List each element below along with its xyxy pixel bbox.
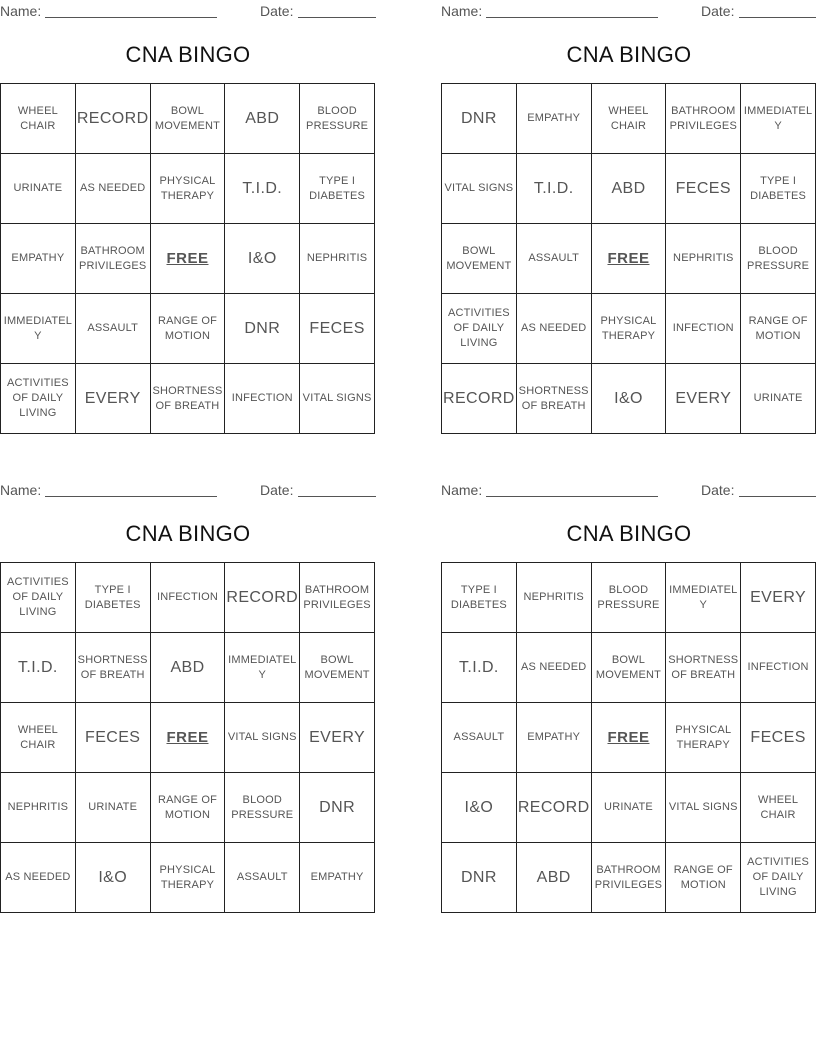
bingo-cell: EMPATHY [300,843,375,913]
date-field-line [739,17,816,18]
bingo-cell: BATHROOM PRIVILEGES [666,84,741,154]
bingo-cell: INFECTION [151,563,226,633]
bingo-cell: T.I.D. [517,154,592,224]
bingo-cell: AS NEEDED [76,154,151,224]
bingo-cell: PHYSICAL THERAPY [151,154,226,224]
date-label: Date: [701,3,735,19]
bingo-grid [441,562,816,913]
bingo-cell: INFECTION [741,633,816,703]
date-field-line [298,17,376,18]
bingo-cell: BLOOD PRESSURE [225,773,300,843]
bingo-cell: I&O [76,843,151,913]
bingo-cell: VITAL SIGNS [442,154,517,224]
bingo-cell: VITAL SIGNS [300,364,375,434]
card-title: CNA BINGO [566,42,692,67]
bingo-card-1 [0,0,376,436]
bingo-cell: DNR [442,843,517,913]
bingo-cell: ASSAULT [517,224,592,294]
bingo-cell: TYPE I DIABETES [76,563,151,633]
bingo-cell: DNR [225,294,300,364]
name-field-line [486,17,658,18]
bingo-cell: WHEEL CHAIR [741,773,816,843]
free-space: FREE [592,703,667,773]
bingo-cell: EVERY [666,364,741,434]
bingo-cell: BOWL MOVEMENT [300,633,375,703]
name-field-line [45,496,217,497]
bingo-grid [0,562,375,913]
bingo-cell: PHYSICAL THERAPY [151,843,226,913]
bingo-cell: FECES [741,703,816,773]
free-space: FREE [151,224,226,294]
card-header [441,482,816,498]
date-label: Date: [701,482,735,498]
bingo-cell: BLOOD PRESSURE [592,563,667,633]
name-field-line [486,496,658,497]
bingo-cell: ABD [225,84,300,154]
bingo-cell: PHYSICAL THERAPY [592,294,667,364]
bingo-cell: VITAL SIGNS [225,703,300,773]
card-title: CNA BINGO [125,521,251,546]
date-field-line [739,496,816,497]
bingo-cell: I&O [225,224,300,294]
bingo-cell: EMPATHY [517,703,592,773]
bingo-cell: BLOOD PRESSURE [741,224,816,294]
bingo-cell: BOWL MOVEMENT [592,633,667,703]
bingo-cell: NEPHRITIS [666,224,741,294]
bingo-cell: INFECTION [666,294,741,364]
card-title: CNA BINGO [125,42,251,67]
bingo-cell: T.I.D. [1,633,76,703]
bingo-cell: BLOOD PRESSURE [300,84,375,154]
bingo-cell: DNR [300,773,375,843]
bingo-cell: IMMEDIATELY [666,563,741,633]
bingo-cell: RANGE OF MOTION [741,294,816,364]
date-field-line [298,496,376,497]
bingo-cell: BATHROOM PRIVILEGES [592,843,667,913]
bingo-cell: DNR [442,84,517,154]
bingo-card-2 [441,0,816,436]
bingo-card-3 [0,479,376,915]
name-label: Name: [441,482,483,498]
bingo-cell: T.I.D. [442,633,517,703]
name-label: Name: [441,3,483,19]
bingo-cell: ACTIVITIES OF DAILY LIVING [1,563,76,633]
bingo-cell: BATHROOM PRIVILEGES [300,563,375,633]
bingo-cell: AS NEEDED [517,633,592,703]
bingo-cell: SHORTNESS OF BREATH [666,633,741,703]
card-header [0,3,376,19]
name-label: Name: [0,482,42,498]
bingo-cell: ACTIVITIES OF DAILY LIVING [442,294,517,364]
bingo-cell: RANGE OF MOTION [151,294,226,364]
bingo-cell: WHEEL CHAIR [1,703,76,773]
bingo-cell: BOWL MOVEMENT [151,84,226,154]
bingo-cell: ACTIVITIES OF DAILY LIVING [741,843,816,913]
bingo-cell: ABD [517,843,592,913]
bingo-cell: ABD [151,633,226,703]
bingo-cell: URINATE [76,773,151,843]
bingo-cell: EVERY [300,703,375,773]
free-space: FREE [592,224,667,294]
bingo-cell: ACTIVITIES OF DAILY LIVING [1,364,76,434]
bingo-cell: SHORTNESS OF BREATH [151,364,226,434]
card-header [441,3,816,19]
bingo-cell: SHORTNESS OF BREATH [517,364,592,434]
bingo-cell: T.I.D. [225,154,300,224]
bingo-cell: INFECTION [225,364,300,434]
bingo-cell: BATHROOM PRIVILEGES [76,224,151,294]
date-label: Date: [260,3,294,19]
bingo-grid [0,83,375,434]
bingo-cell: ASSAULT [225,843,300,913]
bingo-cell: TYPE I DIABETES [741,154,816,224]
bingo-cell: RECORD [225,563,300,633]
bingo-cell: AS NEEDED [517,294,592,364]
bingo-cell: EVERY [741,563,816,633]
bingo-cell: IMMEDIATELY [741,84,816,154]
bingo-cell: EMPATHY [517,84,592,154]
bingo-cell: ASSAULT [76,294,151,364]
bingo-cell: IMMEDIATELY [225,633,300,703]
bingo-cell: RANGE OF MOTION [151,773,226,843]
name-field-line [45,17,217,18]
bingo-cell: NEPHRITIS [517,563,592,633]
bingo-cell: FECES [76,703,151,773]
bingo-cell: RECORD [76,84,151,154]
bingo-cell: TYPE I DIABETES [300,154,375,224]
bingo-cell: RECORD [517,773,592,843]
name-label: Name: [0,3,42,19]
bingo-cell: URINATE [1,154,76,224]
card-header [0,482,376,498]
bingo-cell: FECES [666,154,741,224]
bingo-cell: EVERY [76,364,151,434]
bingo-cell: TYPE I DIABETES [442,563,517,633]
bingo-cell: BOWL MOVEMENT [442,224,517,294]
bingo-cell: SHORTNESS OF BREATH [76,633,151,703]
bingo-cell: EMPATHY [1,224,76,294]
bingo-cell: WHEEL CHAIR [1,84,76,154]
bingo-cell: ABD [592,154,667,224]
bingo-cell: URINATE [592,773,667,843]
bingo-cell: I&O [442,773,517,843]
bingo-cell: RANGE OF MOTION [666,843,741,913]
free-space: FREE [151,703,226,773]
bingo-cell: FECES [300,294,375,364]
bingo-cell: VITAL SIGNS [666,773,741,843]
bingo-grid [441,83,816,434]
card-title: CNA BINGO [566,521,692,546]
date-label: Date: [260,482,294,498]
bingo-cell: NEPHRITIS [1,773,76,843]
bingo-cell: I&O [592,364,667,434]
bingo-cell: AS NEEDED [1,843,76,913]
bingo-cell: WHEEL CHAIR [592,84,667,154]
bingo-cell: IMMEDIATELY [1,294,76,364]
bingo-cell: URINATE [741,364,816,434]
bingo-cell: RECORD [442,364,517,434]
bingo-card-4 [441,479,816,915]
bingo-cell: NEPHRITIS [300,224,375,294]
bingo-cell: ASSAULT [442,703,517,773]
bingo-cell: PHYSICAL THERAPY [666,703,741,773]
